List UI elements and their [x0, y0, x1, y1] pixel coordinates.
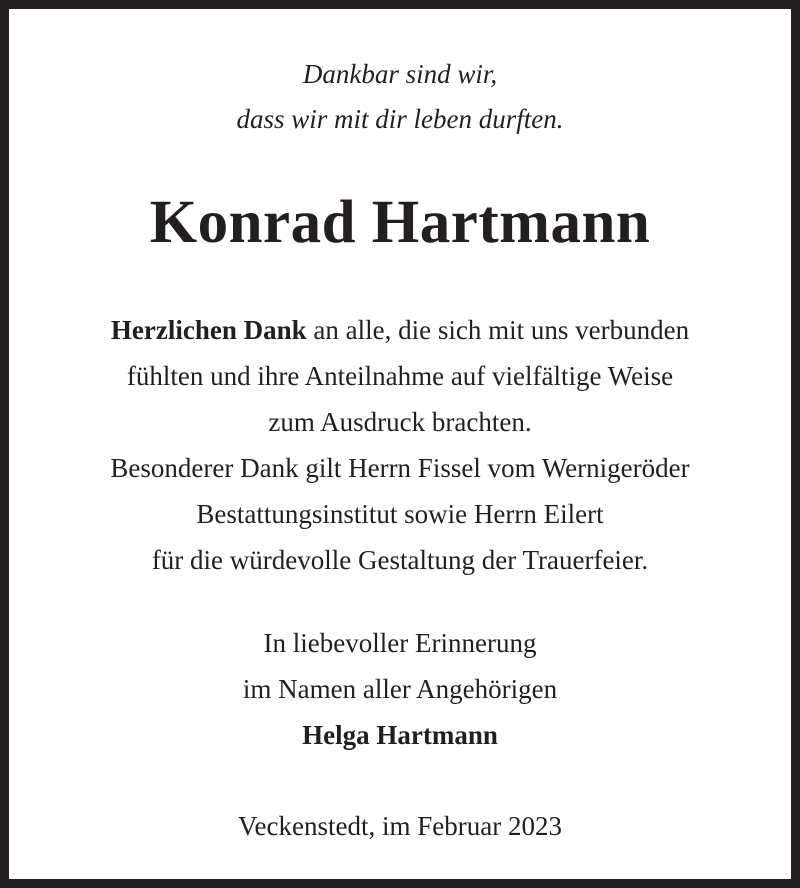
thanks-line-5: Bestattungsinstitut sowie Herrn Eilert [196, 499, 604, 529]
place-date: Veckenstedt, im Februar 2023 [238, 811, 562, 841]
thanks-line-6: für die würdevolle Gestaltung der Trauerfeier. [151, 545, 649, 575]
signature-line-2: im Namen aller Angehörigen [242, 674, 558, 704]
thanks-line-4: Besonderer Dank gilt Herrn Fissel vom Wernigeröder [110, 453, 690, 483]
thanks-line-1 [9, 307, 791, 353]
signature-line-1: In liebevoller Erinnerung [263, 628, 537, 658]
signature-name: Helga Hartmann [302, 720, 498, 750]
motto-line-1: Dankbar sind wir, [302, 59, 498, 89]
thanks-line-1-rest: an alle, die sich mit uns verbunden [306, 315, 690, 345]
deceased-name: Konrad Hartmann [149, 189, 651, 256]
thanks-line-3: zum Ausdruck brachten. [268, 407, 532, 437]
thanks-text [9, 307, 791, 583]
thanks-lead: Herzlichen Dank [110, 315, 307, 345]
motto-line-2: dass wir mit dir leben durften. [236, 104, 564, 134]
thanks-line-2: fühlten und ihre Anteilnahme auf vielfältige Weise [126, 361, 674, 391]
motto [9, 52, 791, 142]
signature-block [9, 620, 791, 758]
